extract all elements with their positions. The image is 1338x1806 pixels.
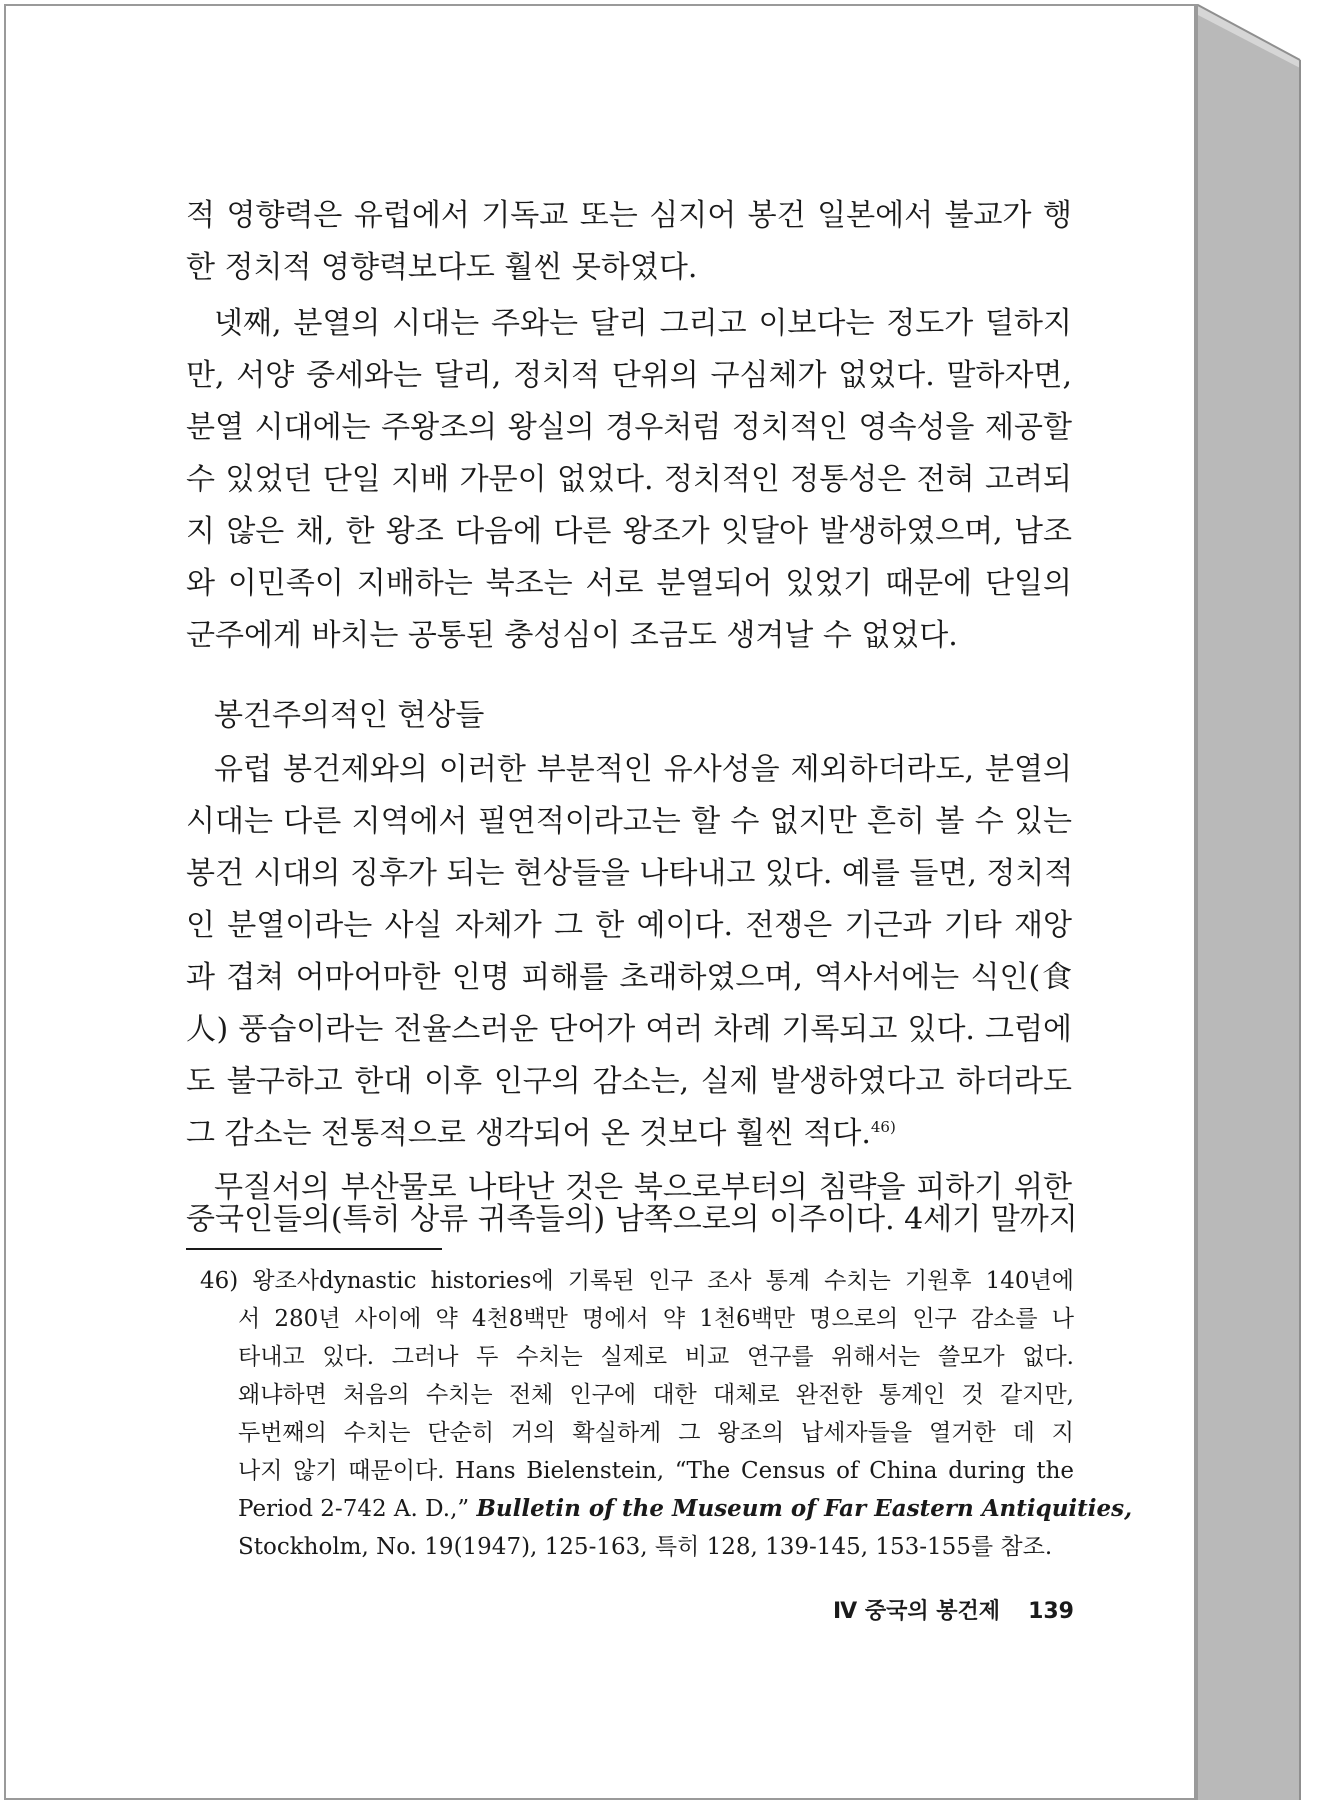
section-heading: 봉건주의적인 현상들	[214, 698, 485, 733]
body-text-line: 중국인들의(특히 상류 귀족들의) 남쪽으로의 이주이다. 4세기 말까지	[186, 1202, 1078, 1237]
body-text-line	[186, 1108, 1072, 1160]
body-text-line: 시대는 다른 지역에서 필연적이라고는 할 수 없지만 흔히 볼 수 있는	[186, 804, 1072, 839]
body-text-line: 분열 시대에는 주왕조의 왕실의 경우처럼 정치적인 영속성을 제공할	[186, 410, 1072, 445]
footnote-line: 두번째의 수치는 단순히 거의 확실하게 그 왕조의 납세자들을 열거한 데 지	[238, 1420, 1074, 1446]
footnote-line: 서 280년 사이에 약 4천8백만 명에서 약 1천6백만 명으로의 인구 감소를 나	[238, 1306, 1074, 1332]
body-text-line: 무질서의 부산물로 나타난 것은 북으로부터의 침략을 피하기 위한	[214, 1170, 1072, 1205]
footnote-reference[interactable]: 46)	[870, 1118, 896, 1136]
body-text-line: 도 불구하고 한대 이후 인구의 감소는, 실제 발생하였다고 하더라도	[186, 1064, 1072, 1099]
body-text-line: 유럽 봉건제와의 이러한 부분적인 유사성을 제외하더라도, 분열의	[214, 752, 1072, 787]
body-text-line: 지 않은 채, 한 왕조 다음에 다른 왕조가 잇달아 발생하였으며, 남조	[186, 514, 1072, 549]
footnote-line: 왜냐하면 처음의 수치는 전체 인구에 대한 대체로 완전한 통계인 것 같지만,	[238, 1382, 1074, 1408]
footnote-line: 나지 않기 때문이다. Hans Bielenstein, “The Census of China during the	[238, 1458, 1074, 1484]
running-footer	[833, 1594, 1074, 1630]
body-text-line: 봉건 시대의 징후가 되는 현상들을 나타내고 있다. 예를 들면, 정치적	[186, 856, 1074, 891]
footnote-citation-text: Period 2-742 A. D.,”	[238, 1496, 470, 1522]
footnote-line: Stockholm, No. 19(1947), 125-163, 특히 128, 139-145, 153-155를 참조.	[238, 1534, 1053, 1560]
footnote-divider	[186, 1248, 442, 1250]
footnote-line	[238, 1490, 1133, 1528]
body-text-line: 과 겹쳐 어마어마한 인명 피해를 초래하였으며, 역사서에는 식인(食	[186, 960, 1072, 995]
book-page-edge	[1196, 4, 1308, 1800]
body-text-line: 인 분열이라는 사실 자체가 그 한 예이다. 전쟁은 기근과 기타 재앙	[186, 908, 1072, 943]
body-text-line: 수 있었던 단일 지배 가문이 없었다. 정치적인 정통성은 전혀 고려되	[186, 462, 1072, 497]
body-text-line: 적 영향력은 유럽에서 기독교 또는 심지어 봉건 일본에서 불교가 행	[186, 198, 1072, 233]
body-text-span: 그 감소는 전통적으로 생각되어 온 것보다 훨씬 적다.	[186, 1116, 871, 1151]
chapter-title: Ⅳ 중국의 봉건제	[833, 1599, 1001, 1624]
body-text-line: 넷째, 분열의 시대는 주와는 달리 그리고 이보다는 정도가 덜하지	[214, 306, 1072, 341]
footnote-journal-title: Bulletin of the Museum of Far Eastern Antiquities,	[476, 1495, 1133, 1522]
body-text-line: 와 이민족이 지배하는 북조는 서로 분열되어 있었기 때문에 단일의	[186, 566, 1072, 601]
page-number: 139	[1028, 1599, 1074, 1624]
body-text-line: 人) 풍습이라는 전율스러운 단어가 여러 차례 기록되고 있다. 그럼에	[186, 1012, 1072, 1047]
footnote-line: 타내고 있다. 그러나 두 수치는 실제로 비교 연구를 위해서는 쓸모가 없다.	[238, 1344, 1074, 1370]
body-text-line: 만, 서양 중세와는 달리, 정치적 단위의 구심체가 없었다. 말하자면,	[186, 358, 1072, 393]
body-text-line: 군주에게 바치는 공통된 충성심이 조금도 생겨날 수 없었다.	[186, 618, 958, 653]
body-text-line: 한 정치적 영향력보다도 훨씬 못하였다.	[186, 250, 698, 285]
footnote-line: 46) 왕조사dynastic histories에 기록된 인구 조사 통계 수치는 기원후 140년에	[200, 1268, 1074, 1294]
